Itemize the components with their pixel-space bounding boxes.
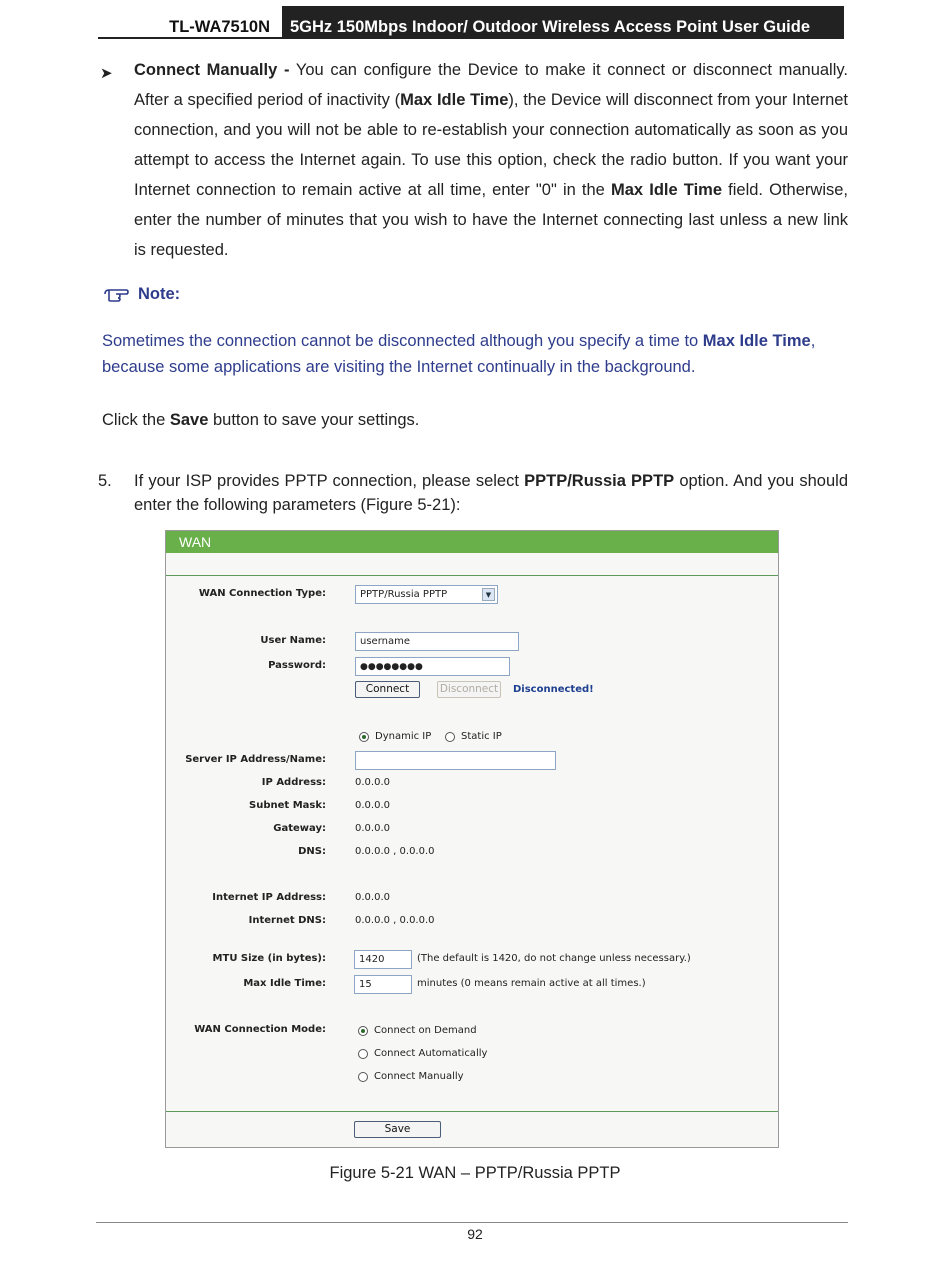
mode-option-automatically: Connect Automatically [374,1048,488,1059]
step-text [134,469,848,517]
panel-title: WAN [166,531,778,553]
internet-dns-value: 0.0.0.0 , 0.0.0.0 [355,915,435,926]
gateway-label: Gateway: [273,823,326,834]
mode-option-on-demand: Connect on Demand [374,1025,477,1036]
header-model: TL-WA7510N [169,18,270,36]
figure-caption: Figure 5-21 WAN – PPTP/Russia PPTP [329,1164,621,1182]
connection-type-value: PPTP/Russia PPTP [360,589,448,600]
mtu-hint: (The default is 1420, do not change unless necessary.) [417,953,691,964]
text-span: Sometimes the connection cannot be disconnected although you specify a time to [102,332,703,350]
wan-settings-panel [165,530,779,1148]
mtu-label: MTU Size (in bytes): [212,953,326,964]
bold-term: PPTP/Russia PPTP [524,472,675,490]
internet-ip-label: Internet IP Address: [212,892,326,903]
mtu-input[interactable]: 1420 [354,950,412,969]
connect-manually-term: Connect Manually - [134,61,290,79]
connection-status: Disconnected! [513,684,594,695]
connection-type-label: WAN Connection Type: [198,588,326,599]
username-label: User Name: [260,635,326,646]
page-number: 92 [467,1226,483,1242]
ip-address-value: 0.0.0.0 [355,777,390,788]
server-input[interactable] [355,751,556,770]
step-number: 5. [98,472,112,490]
connect-manually-paragraph [134,55,848,265]
panel-bottom-rule [166,1111,778,1112]
bold-term: Max Idle Time [400,91,509,109]
mode-option-manually: Connect Manually [374,1071,464,1082]
idle-input[interactable]: 15 [354,975,412,994]
mode-radio-automatically[interactable] [358,1049,368,1059]
panel-top-rule [166,575,778,576]
disconnect-button[interactable]: Disconnect [437,681,501,698]
text-span: ), the Device will disconnect from your Internet connection, and you will not be able to re-establish your connection automatically as soon as you attempt to access the Internet again. To use this option, check the radio button. If you want your Internet connection to remain active at all time, enter "0" in the [134,91,849,199]
internet-ip-value: 0.0.0.0 [355,892,390,903]
text-span: If your ISP provides PPTP connection, please select [134,472,525,490]
footer-rule [96,1222,848,1223]
text-span: You can configure the Device to make it connect or disconnect manually. After a specified period of inactivity ( [134,61,849,109]
note-text [102,328,848,380]
password-input[interactable]: ●●●●●●●● [355,657,510,676]
dynamic-ip-label: Dynamic IP [375,731,432,742]
mode-radio-on-demand[interactable] [358,1026,368,1036]
subnet-value: 0.0.0.0 [355,800,390,811]
gateway-value: 0.0.0.0 [355,823,390,834]
connect-button[interactable]: Connect [355,681,420,698]
subnet-label: Subnet Mask: [249,800,326,811]
mode-radio-manually[interactable] [358,1072,368,1082]
pointing-hand-icon [104,286,130,302]
dns-value: 0.0.0.0 , 0.0.0.0 [355,846,435,857]
password-label: Password: [268,660,326,671]
idle-label: Max Idle Time: [243,978,326,989]
dns-label: DNS: [298,846,326,857]
bold-term: Max Idle Time [611,181,723,199]
static-ip-label: Static IP [461,731,502,742]
ip-address-label: IP Address: [261,777,326,788]
server-label: Server IP Address/Name: [185,754,326,765]
text-span: button to save your settings. [208,411,420,429]
text-span: , because some applications are visiting the Internet continually in the background. [102,332,816,376]
static-ip-radio[interactable] [445,732,455,742]
header-rule [98,37,844,39]
dynamic-ip-radio[interactable] [359,732,369,742]
note-label: Note: [138,285,181,303]
mode-label: WAN Connection Mode: [194,1024,326,1035]
text-span: option. And you should enter the following parameters (Figure 5-21): [134,472,848,514]
internet-dns-label: Internet DNS: [248,915,326,926]
idle-hint: minutes (0 means remain active at all times.) [417,978,646,989]
text-span: Click the [102,411,170,429]
bold-term: Max Idle Time [702,332,811,350]
header-title: 5GHz 150Mbps Indoor/ Outdoor Wireless Access Point User Guide [282,6,844,38]
save-button[interactable]: Save [354,1121,441,1138]
text-span: field. Otherwise, enter the number of minutes that you wish to have the Internet connecting last unless a new link is requested. [134,181,848,259]
save-instruction [102,408,419,432]
username-input[interactable]: username [355,632,519,651]
chevron-down-icon[interactable]: ▼ [482,588,495,601]
connection-type-select[interactable] [355,585,498,604]
bold-term: Save [169,411,209,429]
arrow-bullet-icon: ➤ [100,65,113,82]
